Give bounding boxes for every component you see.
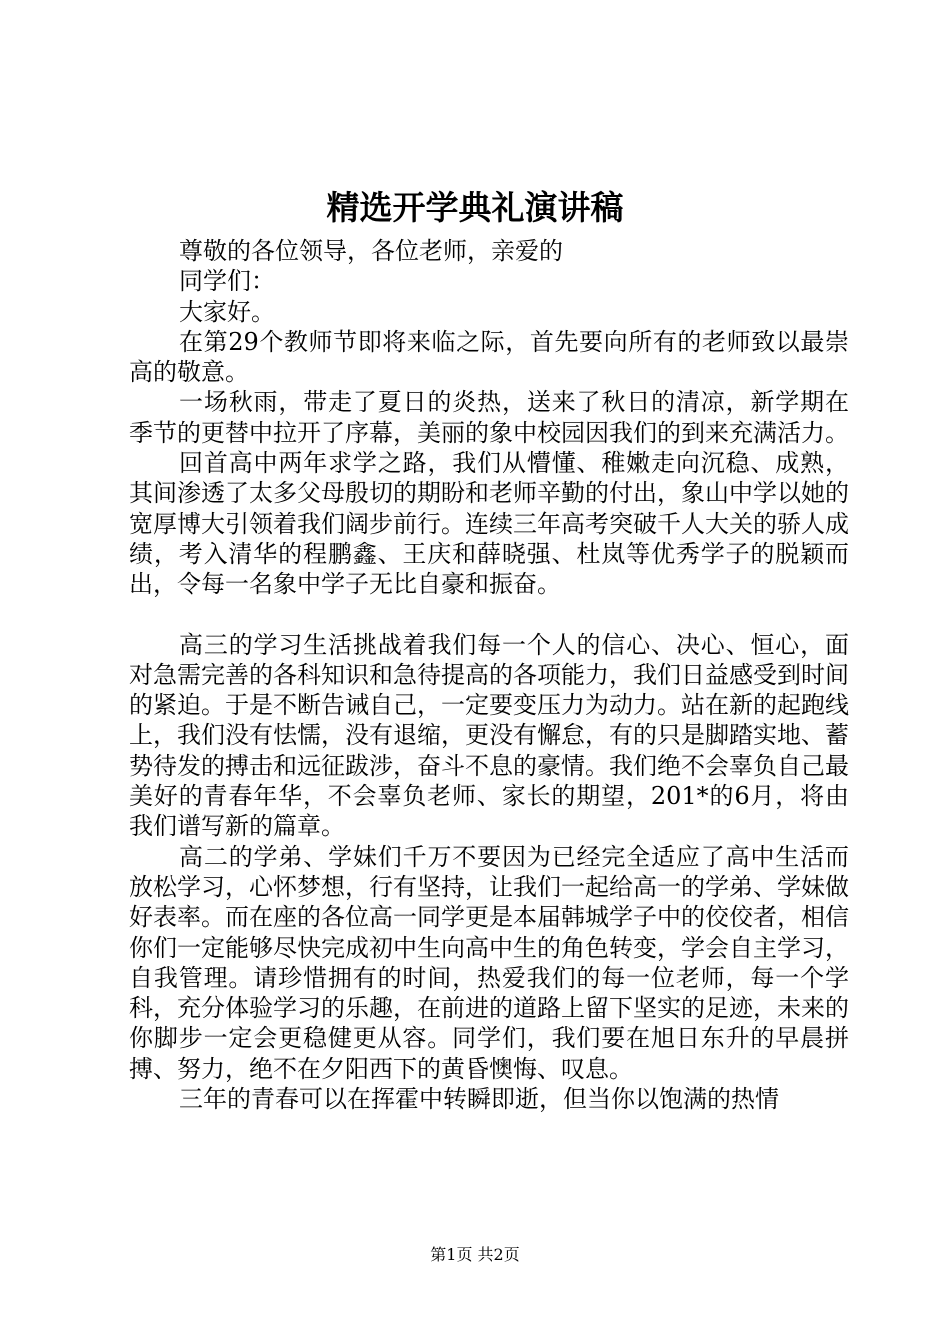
document-title: 精选开学典礼演讲稿	[326, 188, 624, 227]
document-body	[129, 236, 849, 1114]
paragraph: 回首高中两年求学之路，我们从懵懂、稚嫩走向沉稳、成熟，其间渗透了太多父母殷切的期盼和老师辛勤的付出，象山中学以她的宽厚博大引领着我们阔步前行。连续三年高考突破千人大关的骄人成绩，考入清华的程鹏鑫、王庆和薛晓强、杜岚等优秀学子的脱颖而出，令每一名象中学子无比自豪和振奋。	[129, 449, 849, 599]
paragraph: 一场秋雨，带走了夏日的炎热，送来了秋日的清凉，新学期在季节的更替中拉开了序幕，美丽的象中校园因我们的到来充满活力。	[129, 388, 849, 447]
page-number-footer: 第1页 共2页	[430, 1245, 520, 1264]
paragraph-greeting: 大家好。	[179, 297, 275, 326]
paragraph: 三年的青春可以在挥霍中转瞬即逝，但当你以饱满的热情	[179, 1085, 779, 1114]
paragraph: 高三的学习生活挑战着我们每一个人的信心、决心、恒心，面对急需完善的各科知识和急待提高的各项能力，我们日益感受到时间的紧迫。于是不断告诫自己，一定要变压力为动力。站在新的起跑线上，我们没有怯懦，没有退缩，更没有懈怠，有的只是脚踏实地、蓄势待发的搏击和远征跋涉，奋斗不息的豪情。我们绝不会辜负自己最美好的青春年华，不会辜负老师、家长的期望，201*的6月，将由我们谱写新的篇章。	[129, 630, 849, 841]
paragraph: 高二的学弟、学妹们千万不要因为已经完全适应了高中生活而放松学习，心怀梦想，行有坚持，让我们一起给高一的学弟、学妹做好表率。而在座的各位高一同学更是本届韩城学子中的佼佼者，相信你们一定能够尽快完成初中生向高中生的角色转变，学会自主学习，自我管理。请珍惜拥有的时间，热爱我们的每一位老师，每一个学科，充分体验学习的乐趣，在前进的道路上留下坚实的足迹，未来的你脚步一定会更稳健更从容。同学们，我们要在旭日东升的早晨拼搏、努力，绝不在夕阳西下的黄昏懊悔、叹息。	[129, 842, 849, 1083]
paragraph: 在第29个教师节即将来临之际，首先要向所有的老师致以最崇高的敬意。	[129, 327, 849, 387]
paragraph-salutation: 尊敬的各位领导，各位老师，亲爱的	[179, 237, 563, 265]
paragraph-salutation-cont: 同学们：	[179, 267, 275, 296]
